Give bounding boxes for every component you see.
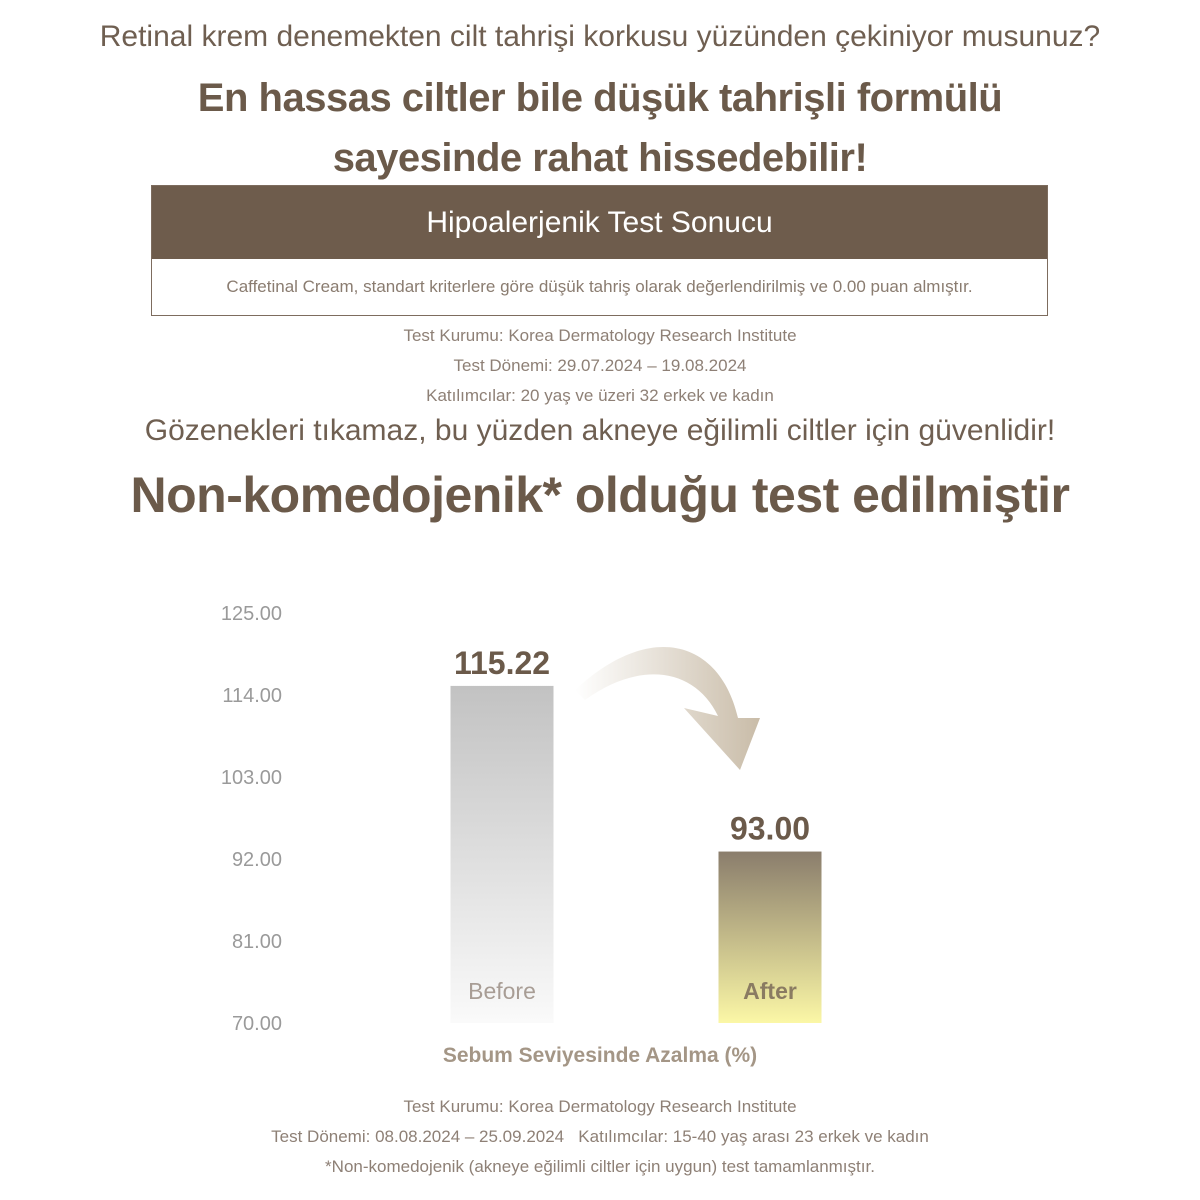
category-label: After bbox=[743, 978, 797, 1004]
y-tick-label: 70.00 bbox=[231, 1013, 282, 1035]
y-tick-label: 81.00 bbox=[231, 931, 282, 953]
footer-period-participants: Test Dönemi: 08.08.2024 – 25.09.2024 Katılımcılar: 15-40 yaş arası 23 erkek ve kadın bbox=[271, 1127, 929, 1146]
chart-x-axis-label: Sebum Seviyesinde Azalma (%) bbox=[442, 1044, 758, 1067]
sub-question: Gözenekleri tıkamaz, bu yüzden akneye eğilimli ciltler için güvenlidir! bbox=[144, 414, 1056, 447]
sebum-bar-chart bbox=[0, 540, 1200, 1080]
hypoallergenic-test-box bbox=[151, 185, 1048, 316]
y-tick-label: 103.00 bbox=[220, 767, 282, 789]
test-box-result: Caffetinal Cream, standart kriterlere göre düşük tahriş olarak değerlendirilmiş ve 0.00 puan almıştır. bbox=[226, 277, 973, 296]
bar-value-label: 93.00 bbox=[729, 810, 811, 847]
test-box-title: Hipoalerjenik Test Sonucu bbox=[152, 186, 1047, 259]
hypo-test-period: Test Dönemi: 29.07.2024 – 19.08.2024 bbox=[453, 356, 747, 375]
top-question: Retinal krem denemekten cilt tahrişi korkusu yüzünden çekiniyor musunuz? bbox=[99, 20, 1101, 53]
y-tick-label: 114.00 bbox=[222, 685, 282, 707]
category-label: Before bbox=[468, 978, 536, 1004]
hypo-test-institute: Test Kurumu: Korea Dermatology Research Institute bbox=[403, 326, 797, 345]
decrease-arrow-icon bbox=[575, 647, 760, 770]
headline-line-1: En hassas ciltler bile düşük tahrişli formülü bbox=[197, 76, 1003, 120]
non-comedogenic-headline: Non-komedojenik* olduğu test edilmiştir bbox=[130, 467, 1070, 523]
y-tick-label: 92.00 bbox=[231, 849, 282, 871]
footer-institute: Test Kurumu: Korea Dermatology Research Institute bbox=[403, 1097, 797, 1116]
footer-note: *Non-komedojenik (akneye eğilimli ciltler için uygun) test tamamlanmıştır. bbox=[325, 1157, 875, 1176]
headline-line-2: sayesinde rahat hissedebilir! bbox=[332, 136, 868, 180]
y-tick-label: 125.00 bbox=[220, 603, 282, 625]
bar-value-label: 115.22 bbox=[453, 644, 551, 681]
bar-before bbox=[451, 686, 554, 1023]
hypo-test-participants: Katılımcılar: 20 yaş ve üzeri 32 erkek ve kadın bbox=[426, 386, 774, 405]
